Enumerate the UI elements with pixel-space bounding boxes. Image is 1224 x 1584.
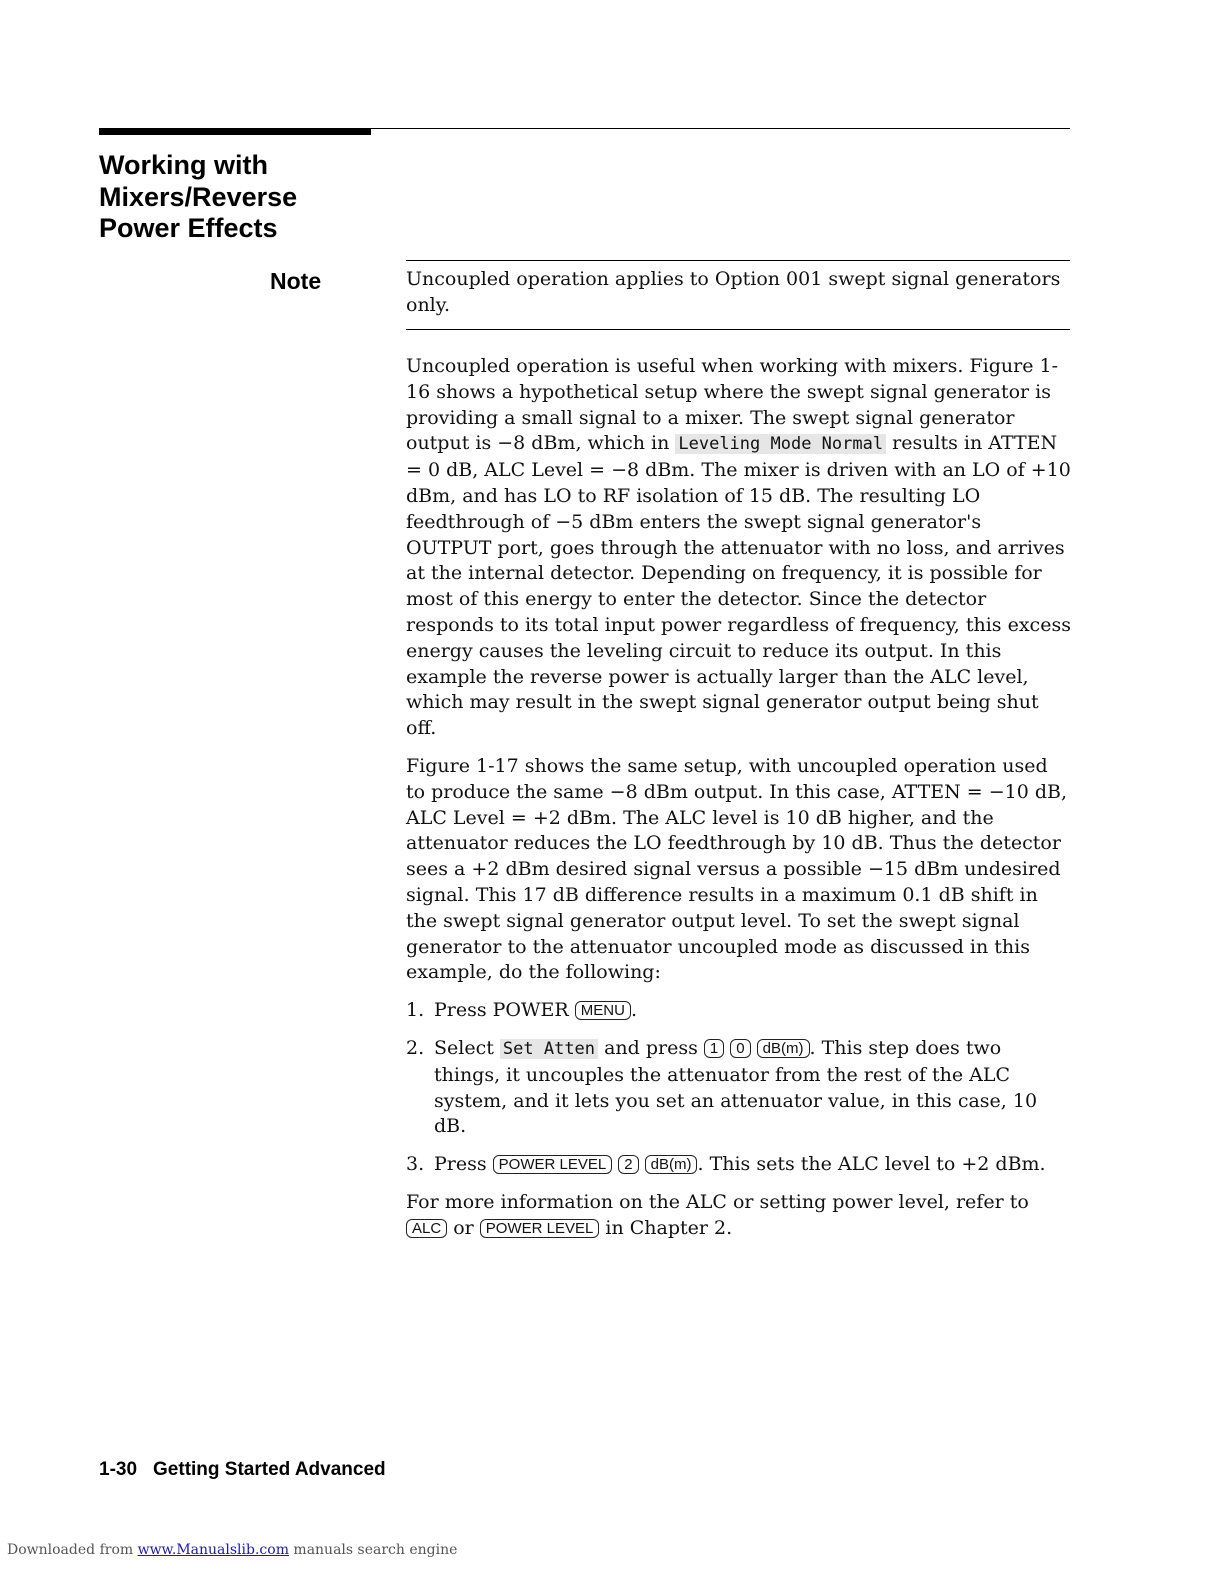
step-text: Press POWER	[434, 999, 575, 1022]
step-text: Select	[434, 1036, 500, 1059]
watermark-suffix: manuals search engine	[288, 1542, 458, 1558]
step-text: .	[630, 999, 637, 1022]
page-footer	[99, 1459, 386, 1481]
paragraph-text: For more information on the ALC or setting power level, refer to	[406, 1190, 1029, 1213]
key-0: 0	[730, 1039, 750, 1058]
note-bottom-rule	[406, 329, 1070, 330]
section-title	[99, 150, 297, 245]
key-power-level: POWER LEVEL	[493, 1155, 613, 1174]
paragraph-text: in Chapter 2.	[599, 1216, 733, 1239]
body-text	[406, 354, 1072, 1254]
paragraph-text: results in ATTEN = 0 dB, ALC Level = −8 dBm. The mixer is driven with an LO of +10 dBm, and has LO to RF isolation of 15 dB. The resulting LO feedthrough of −5 dBm enters the swept signal generator's OUTPUT port, goes through the attenuator with no loss, and arrives at the internal detector. Depending on frequency, it is possible for most of this energy to enter the detector. Since the detector responds to its total input power regardless of frequency, this excess energy causes the leveling circuit to reduce its output. In this example the reverse power is actually larger than the ALC level, which may result in the swept signal generator output being shut off.	[406, 432, 1071, 740]
header-thick-rule	[99, 128, 371, 135]
step-number: 2.	[406, 1036, 425, 1059]
step-3	[406, 1152, 1072, 1178]
procedure-steps	[406, 998, 1072, 1178]
header-thin-rule	[371, 128, 1070, 129]
paragraph-more-info	[406, 1190, 1072, 1242]
watermark-prefix: Downloaded from	[7, 1542, 138, 1558]
step-text: . This sets the ALC level to +2 dBm.	[697, 1153, 1046, 1176]
step-2	[406, 1036, 1072, 1140]
step-text: Press	[434, 1153, 493, 1176]
key-dbm: dB(m)	[645, 1155, 698, 1174]
section-title-line-3: Power Effects	[99, 213, 278, 243]
key-menu: MENU	[575, 1001, 631, 1020]
paragraph-reverse-power	[406, 354, 1072, 742]
section-title-line-2: Mixers/Reverse	[99, 181, 298, 212]
download-watermark	[7, 1542, 457, 1558]
section-title-line-1: Working with	[99, 150, 268, 180]
step-text: . This step does two things, it uncouples the attenuator from the rest of the ALC system, and it lets you set an attenuator value, in this case, 10 dB.	[434, 1036, 1038, 1138]
step-1	[406, 998, 1072, 1024]
paragraph-text: or	[447, 1216, 480, 1239]
key-2: 2	[618, 1155, 638, 1174]
softkey-leveling-mode-normal: Leveling Mode Normal	[675, 434, 886, 454]
paragraph-text: Uncoupled operation is useful when working with mixers. Figure 1-16 shows a hypothetical setup where the swept signal generator is providing a small signal to a mixer. The swept signal generator output is −8 dBm, which in	[406, 355, 1059, 455]
key-1: 1	[704, 1039, 724, 1058]
page-number: 1-30	[99, 1459, 138, 1480]
key-power-level: POWER LEVEL	[480, 1219, 600, 1238]
softkey-set-atten: Set Atten	[500, 1039, 598, 1059]
key-alc: ALC	[406, 1219, 447, 1238]
manualslib-link[interactable]: www.Manualslib.com	[137, 1542, 289, 1558]
note-label: Note	[270, 268, 322, 294]
step-number: 1.	[406, 999, 425, 1022]
note-text: Uncoupled operation applies to Option 001 swept signal generators only.	[406, 268, 1061, 316]
step-number: 3.	[406, 1153, 425, 1176]
note-top-rule	[406, 260, 1070, 261]
key-dbm: dB(m)	[757, 1039, 810, 1058]
paragraph-uncoupled-setup: Figure 1-17 shows the same setup, with uncoupled operation used to produce the same −8 dBm output. In this case, ATTEN = −10 dB, ALC Level = +2 dBm. The ALC level is 10 dB higher, and the attenuator reduces the LO feedthrough by 10 dB. Thus the detector sees a +2 dBm desired signal versus a possible −15 dBm undesired signal. This 17 dB difference results in a maximum 0.1 dB shift in the swept signal generator output level. To set the swept signal generator to the attenuator uncoupled mode as discussed in this example, do the following:	[406, 754, 1068, 984]
step-text: and press	[598, 1036, 704, 1059]
chapter-title: Getting Started Advanced	[153, 1459, 386, 1480]
